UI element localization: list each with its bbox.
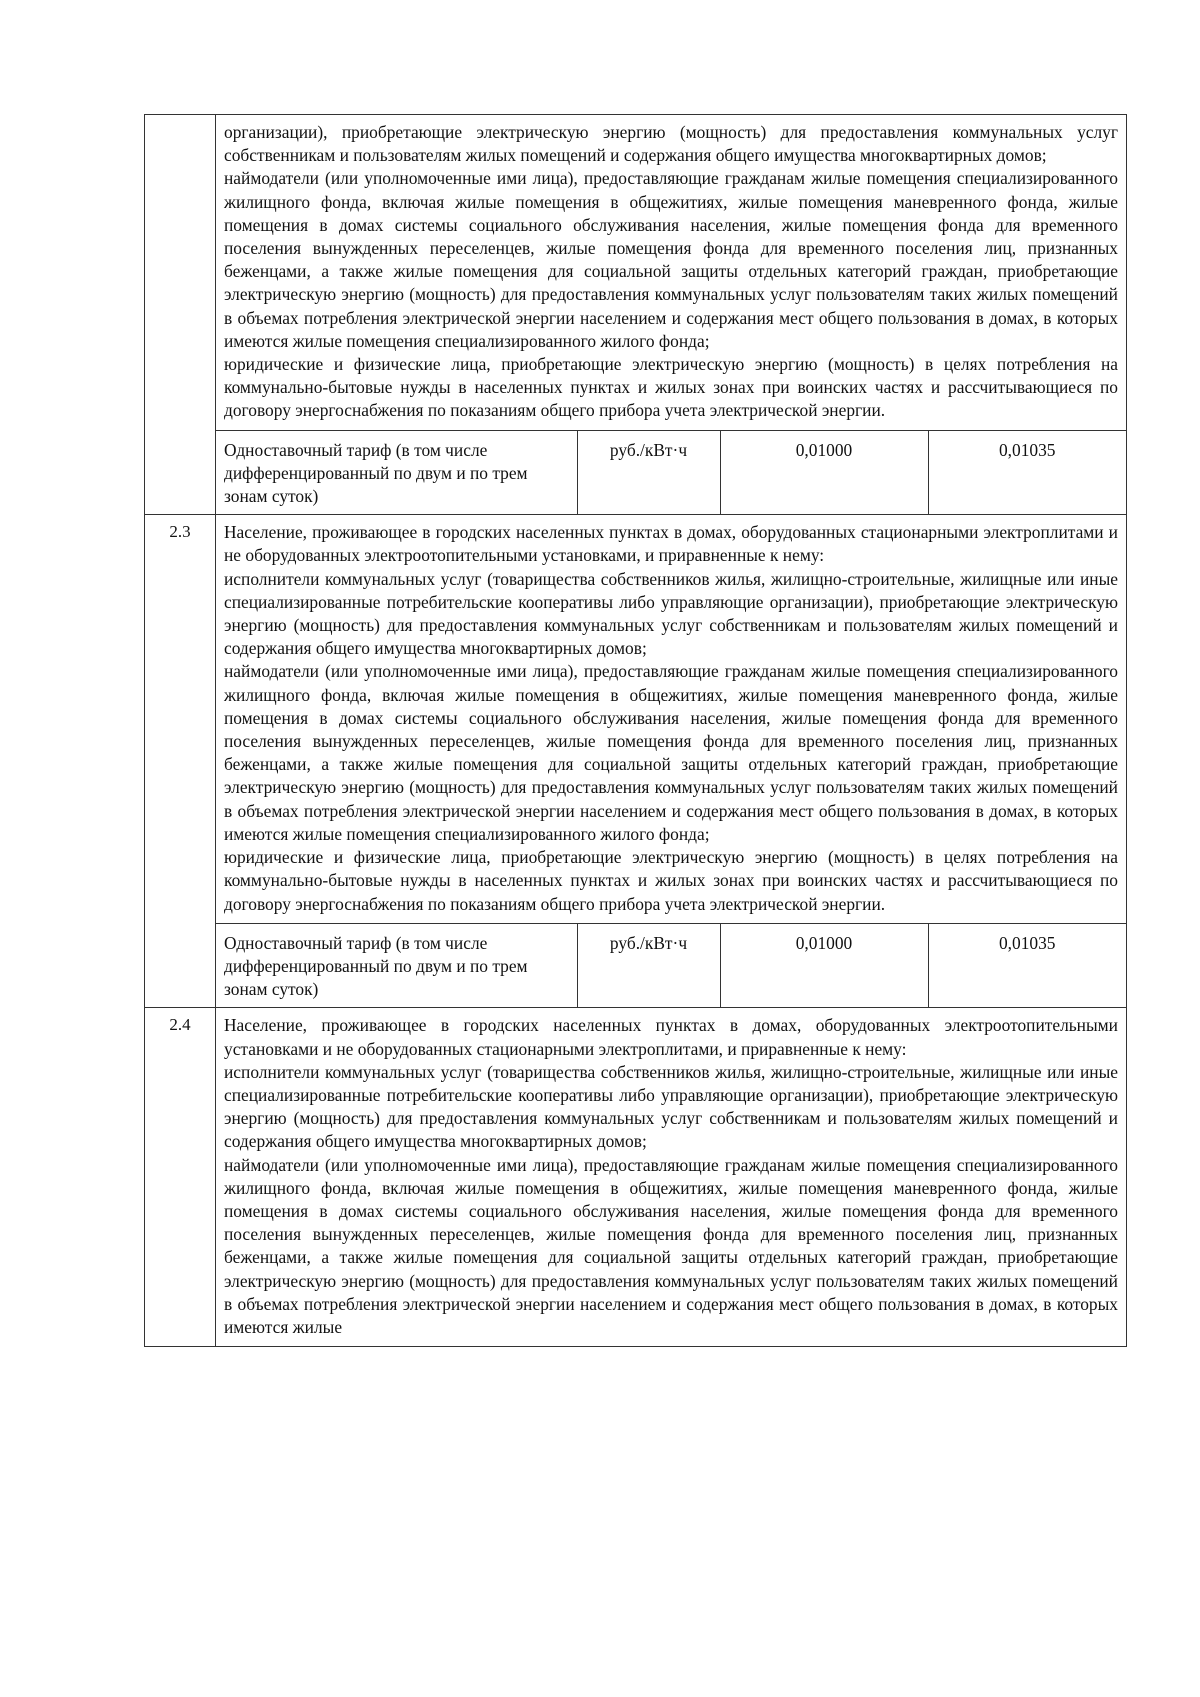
- paragraph: Население, проживающее в городских населенных пунктах в домах, оборудованных электроотопительными установками и не оборудованных стационарными электроплитами, и приравненные к нему:: [224, 1015, 1118, 1059]
- tariff-unit: руб./кВт·ч: [577, 924, 720, 1008]
- tariff-table: [144, 114, 1127, 1347]
- tariff-name: Одноставочный тариф (в том числе дифференцированный по двум и по трем зонам суток): [224, 932, 528, 1000]
- tariff-value-2: 0,01035: [928, 924, 1126, 1008]
- paragraph: исполнители коммунальных услуг (товарищества собственников жилья, жилищно-строительные, жилищные или иные специализированные потребительские кооперативы либо управляющие организации), приобретающие электрическую энергию (мощность) для предоставления коммунальных услуг собственникам и пользователям жилых помещений и содержания общего имущества многоквартирных домов;: [224, 1061, 1118, 1152]
- tariff-row: [145, 923, 1127, 1008]
- paragraph: юридические и физические лица, приобретающие электрическую энергию (мощность) в целях потребления на коммунально-бытовые нужды в населенных пунктах и жилых зонах при воинских частях и рассчитывающиеся по договору энергоснабжения по показаниям общего прибора учета электрической энергии.: [224, 847, 1118, 914]
- row-number: [145, 115, 216, 515]
- tariff-row: [145, 430, 1127, 515]
- paragraph: наймодатели (или уполномоченные ими лица), предоставляющие гражданам жилые помещения специализированного жилищного фонда, включая жилые помещения в общежитиях, жилые помещения маневренного фонда, жилые помещения в домах системы социального обслуживания населения, жилые помещения фонда для временного поселения вынужденных переселенцев, жилые помещения фонда для временного поселения лиц, признанных беженцами, а также жилые помещения для социальной защиты отдельных категорий граждан, приобретающие электрическую энергию (мощность) для предоставления коммунальных услуг пользователям таких жилых помещений в объемах потребления электрической энергии населением и содержания мест общего пользования в домах, в которых имеются жилые помещения специализированного жилого фонда;: [224, 168, 1118, 351]
- row-number: 2.4: [145, 1008, 216, 1347]
- row-number: 2.3: [145, 515, 216, 1008]
- tariff-unit: руб./кВт·ч: [577, 431, 720, 515]
- paragraph: юридические и физические лица, приобретающие электрическую энергию (мощность) в целях потребления на коммунально-бытовые нужды в населенных пунктах и жилых зонах при воинских частях и рассчитывающиеся по договору энергоснабжения по показаниям общего прибора учета электрической энергии.: [224, 354, 1118, 421]
- paragraph: Население, проживающее в городских населенных пунктах в домах, оборудованных стационарными электроплитами и не оборудованных электроотопительными установками, и приравненные к нему:: [224, 522, 1118, 566]
- tariff-value-1: 0,01000: [720, 924, 928, 1008]
- paragraph: организации), приобретающие электрическую энергию (мощность) для предоставления коммунальных услуг собственникам и пользователям жилых помещений и содержания общего имущества многоквартирных домов;: [224, 122, 1118, 166]
- tariff-value-2: 0,01035: [928, 431, 1126, 515]
- row-description: [216, 115, 1127, 431]
- row-description: [216, 1008, 1127, 1347]
- tariff-value-1: 0,01000: [720, 431, 928, 515]
- table-row: [145, 115, 1127, 431]
- tariff-values: [216, 431, 1126, 515]
- paragraph: наймодатели (или уполномоченные ими лица), предоставляющие гражданам жилые помещения специализированного жилищного фонда, включая жилые помещения в общежитиях, жилые помещения маневренного фонда, жилые помещения в домах системы социального обслуживания населения, жилые помещения фонда для временного поселения вынужденных переселенцев, жилые помещения фонда для временного поселения лиц, признанных беженцами, а также жилые помещения для социальной защиты отдельных категорий граждан, приобретающие электрическую энергию (мощность) для предоставления коммунальных услуг пользователям таких жилых помещений в объемах потребления электрической энергии населением и содержания мест общего пользования в домах, в которых имеются жилые: [224, 1154, 1118, 1337]
- table-row: [145, 515, 1127, 923]
- tariff-values: [216, 924, 1126, 1008]
- row-description: [216, 515, 1127, 923]
- paragraph: исполнители коммунальных услуг (товарищества собственников жилья, жилищно-строительные, жилищные или иные специализированные потребительские кооперативы либо управляющие организации), приобретающие электрическую энергию (мощность) для предоставления коммунальных услуг собственникам и пользователям жилых помещений и содержания общего имущества многоквартирных домов;: [224, 568, 1118, 659]
- paragraph: наймодатели (или уполномоченные ими лица), предоставляющие гражданам жилые помещения специализированного жилищного фонда, включая жилые помещения в общежитиях, жилые помещения маневренного фонда, жилые помещения в домах системы социального обслуживания населения, жилые помещения фонда для временного поселения вынужденных переселенцев, жилые помещения фонда для временного поселения лиц, признанных беженцами, а также жилые помещения для социальной защиты отдельных категорий граждан, приобретающие электрическую энергию (мощность) для предоставления коммунальных услуг пользователям таких жилых помещений в объемах потребления электрической энергии населением и содержания мест общего пользования в домах, в которых имеются жилые помещения специализированного жилого фонда;: [224, 661, 1118, 844]
- table-row: [145, 1008, 1127, 1347]
- tariff-name: Одноставочный тариф (в том числе дифференцированный по двум и по трем зонам суток): [224, 439, 528, 507]
